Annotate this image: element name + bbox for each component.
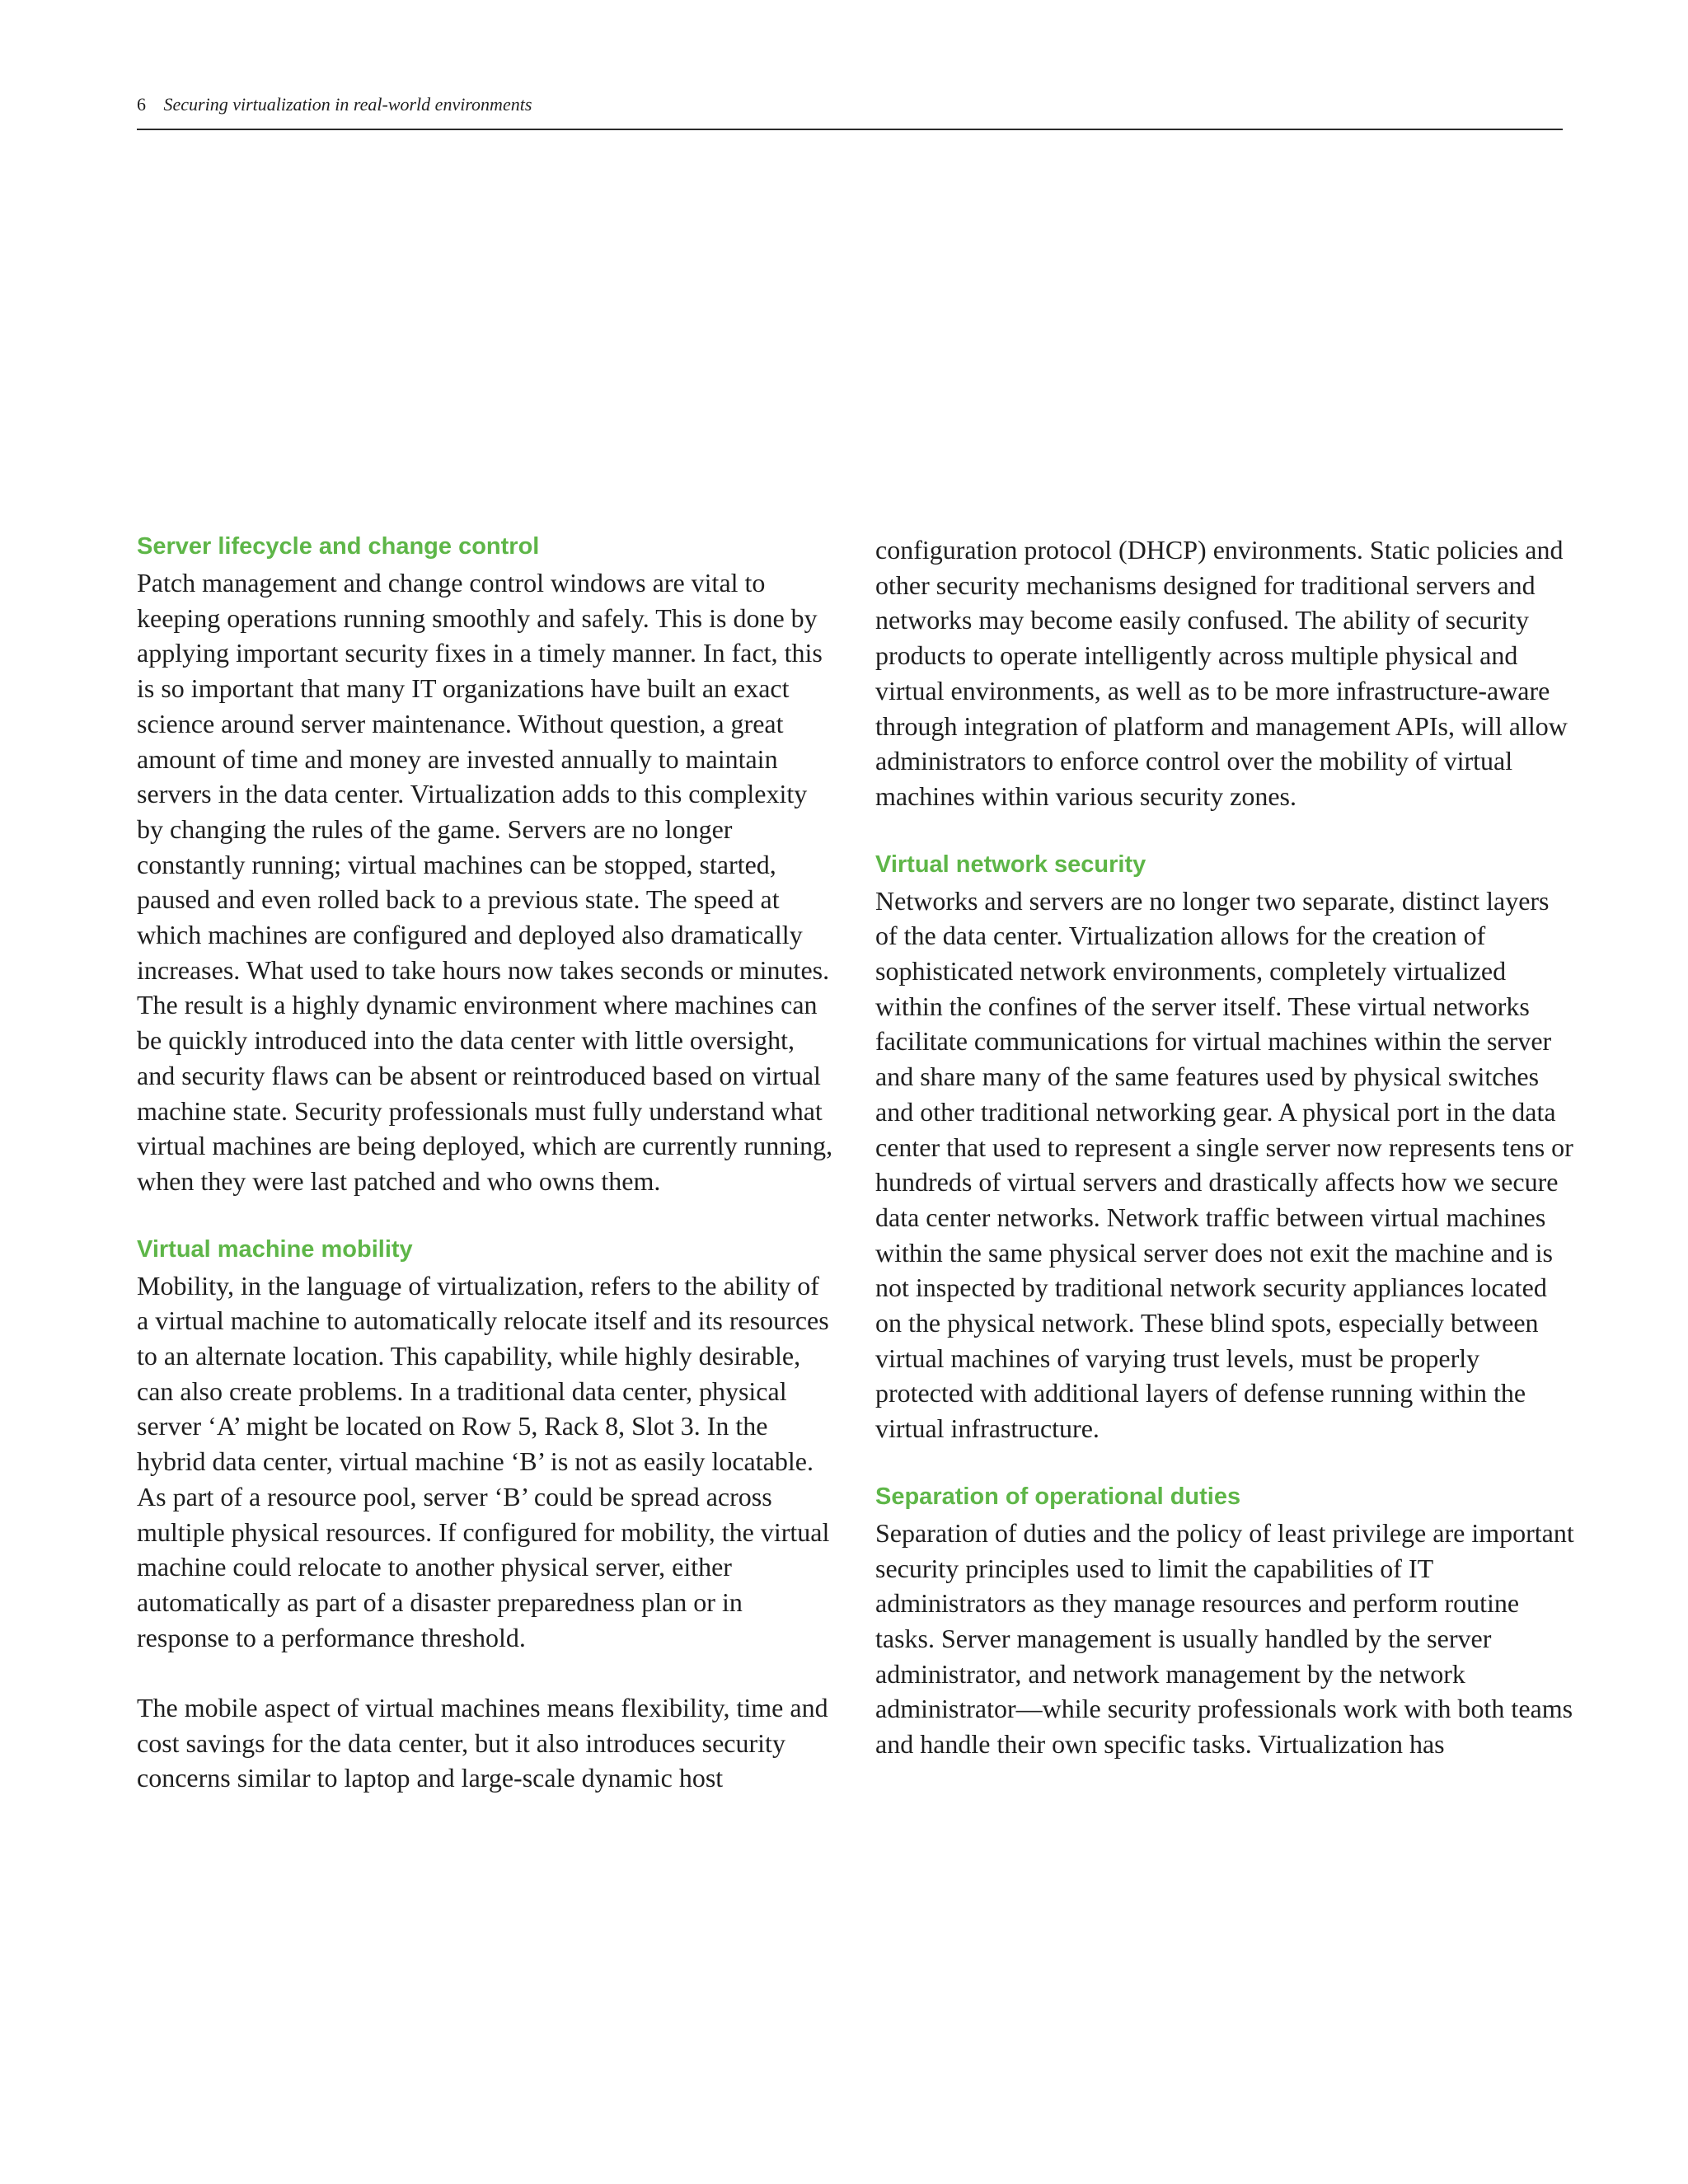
section-heading-separation-of-duties: Separation of operational duties <box>875 1483 1241 1510</box>
right-column <box>875 532 1576 1762</box>
paragraph: Mobility, in the language of virtualization, refers to the ability of a virtual machine to automatically relocate itself and its resources to an alternate location. This capability, while highly desirable, can also create problems. In a traditional data center, physical server ‘A’ might be located on Row 5, Rack 8, Slot 3. In the hybrid data center, virtual machine ‘B’ is not as easily locatable. As part of a resource pool, server ‘B’ could be spread across multiple physical resources. If configured for mobility, the virtual machine could relocate to another physical server, either automatically as part of a disaster preparedness plan or in response to a performance threshold. <box>137 1270 830 1652</box>
running-title: Securing virtualization in real-world environments <box>163 94 532 115</box>
section-heading-server-lifecycle: Server lifecycle and change control <box>137 533 540 560</box>
paragraph: Separation of duties and the policy of least privilege are important security principles used to limit the capabilities of IT administrators as they manage resources and perform routine tasks. Server management is usually handled by the server administrator, and network management by the network administrator—while security professionals work with both teams and handle their own specific tasks. Virtualization has <box>875 1517 1574 1760</box>
paragraph: Patch management and change control windows are vital to keeping operations running smoothly and safely. This is done by applying important security fixes in a timely manner. In fact, this is so important that many IT organizations have built an exact science around server maintenance. Without question, a great amount of time and money are invested annually to maintain servers in the data center. Virtualization adds to this complexity by changing the rules of the game. Servers are no longer constantly running; virtual machines can be stopped, started, paused and even rolled back to a previous state. The speed at which machines are configured and deployed also dramatically increases. What used to take hours now takes seconds or minutes. The result is a highly dynamic environment where machines can be quickly introduced into the data center with little oversight, and security flaws can be absent or reintroduced based on virtual machine state. Security professionals must fully understand what virtual machines are being deployed, which are currently running, when they were last patched and who owns them. <box>137 568 833 1196</box>
running-header <box>137 92 1563 130</box>
section-heading-virtual-network-security: Virtual network security <box>875 851 1146 878</box>
paragraph-continuation: configuration protocol (DHCP) environments. Static policies and other security mechanisms designed for traditional servers and networks may become easily confused. The ability of security products to operate intelligently across multiple physical and virtual environments, as well as to be more infrastructure-aware through integration of platform and management APIs, will allow administrators to enforce control over the mobility of virtual machines within various security zones. <box>875 535 1568 811</box>
left-column <box>137 532 837 1796</box>
paragraph: The mobile aspect of virtual machines means flexibility, time and cost savings for the data center, but it also introduces security concerns similar to laptop and large-scale dynamic host <box>137 1693 828 1793</box>
paragraph: Networks and servers are no longer two separate, distinct layers of the data center. Virtualization allows for the creation of sophisticated network environments, completely virtualized within the confines of the server itself. These virtual networks facilitate communications for virtual machines within the server and share many of the same features used by physical switches and other traditional networking gear. A physical port in the data center that used to represent a single server now represents tens or hundreds of virtual servers and drastically affects how we secure data center networks. Network traffic between virtual machines within the same physical server does not exit the machine and is not inspected by traditional network security appliances located on the physical network. These blind spots, especially between virtual machines of varying trust levels, must be properly protected with additional layers of defense running within the virtual infrastructure. <box>875 885 1573 1444</box>
section-heading-vm-mobility: Virtual machine mobility <box>137 1235 413 1263</box>
page-number: 6 <box>137 94 146 115</box>
